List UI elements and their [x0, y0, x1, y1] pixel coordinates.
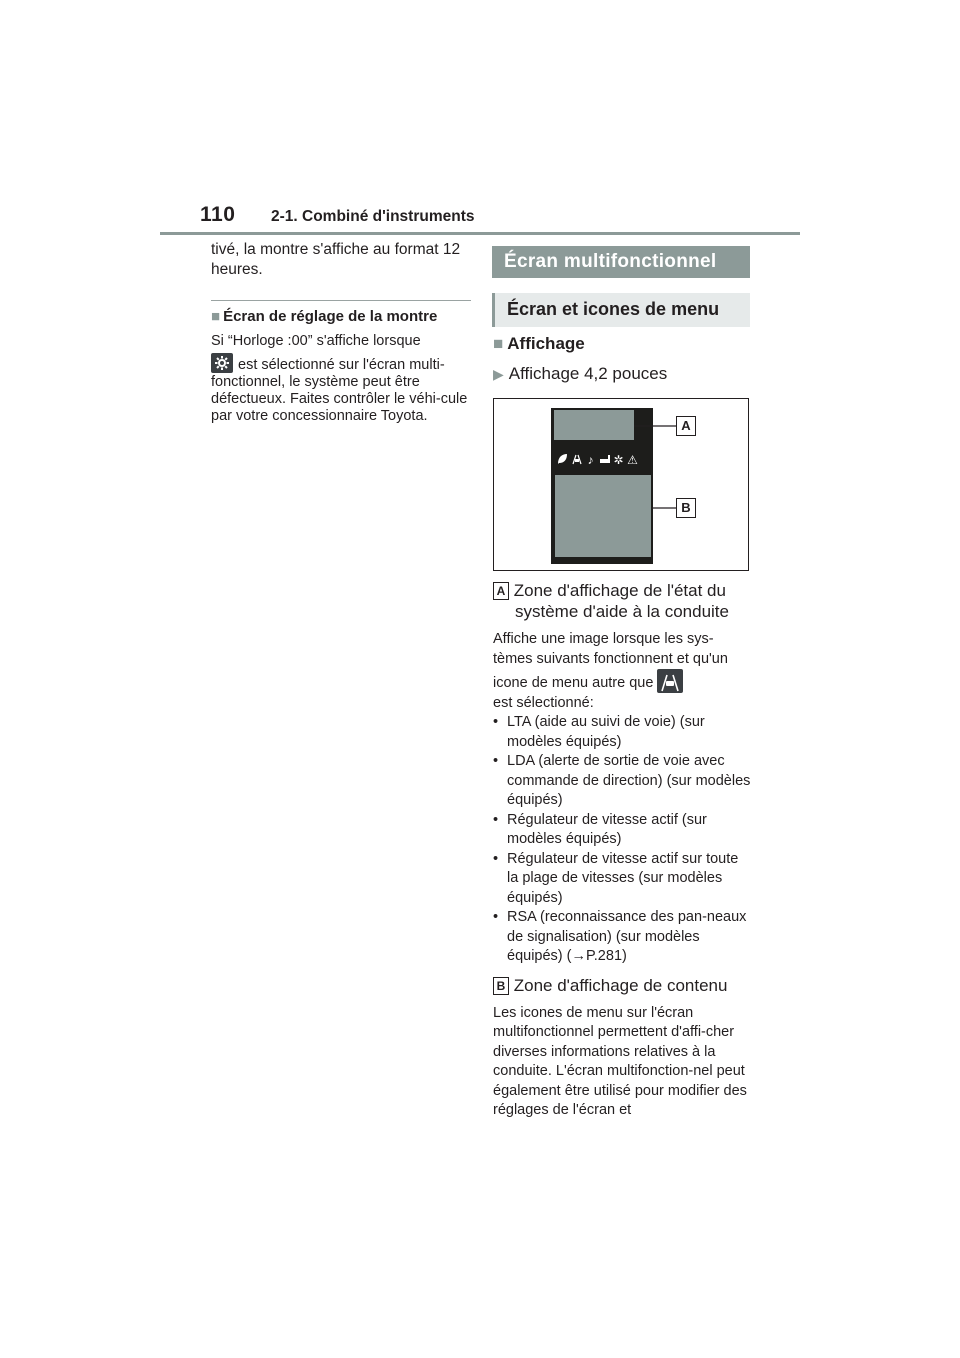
item-a-intro: Affiche une image lorsque les sys-tèmes suivants fonctionnent et qu'un icone de menu autre que: [493, 631, 728, 691]
clock-para-text: est sélectionné sur l'écran multi-fonctionnel, le système peut être défectueux. Faites contrôler le véhi-cule par votre concessionnaire Toyota.: [211, 357, 468, 424]
section-title: 2-1. Combiné d'instruments: [271, 208, 475, 225]
item-b-description: Les icones de menu sur l'écran multifonctionnel permettent d'affi-cher diverses informations relatives à la conduite. L'écran multifonction-nel peut également être utilisé pour modifier des réglages de l'écran et: [493, 1004, 747, 1118]
item-b-marker: B: [493, 977, 509, 995]
item-a-label: [493, 580, 753, 601]
list-item: • Régulateur de vitesse actif (sur modèles équipés): [493, 811, 753, 850]
item-a-marker: A: [493, 582, 509, 600]
item-b-label-text: Zone d'affichage de contenu: [513, 975, 728, 995]
subsection-banner: Écran et icones de menu: [492, 293, 750, 327]
display-size-text: Affichage 4,2 pouces: [508, 364, 668, 383]
continuation-text: tivé, la montre s'affiche au format 12 heures.: [211, 241, 461, 278]
item-a-intro-end: est sélectionné:: [493, 694, 594, 711]
settings-icon: ✲: [613, 453, 624, 467]
display-heading-text: Affichage: [507, 334, 585, 353]
callout-b-label: B: [676, 498, 696, 518]
page-number: 110: [200, 203, 236, 226]
square-bullet-icon: ■: [493, 334, 504, 353]
music-icon: ♪: [587, 453, 594, 467]
triangle-bullet-icon: ▶: [493, 366, 504, 382]
system-list: [493, 713, 753, 967]
item-a-block: [493, 580, 753, 1121]
item-a-description: [493, 630, 753, 713]
square-bullet-icon: ■: [211, 308, 221, 325]
list-item: • LDA (alerte de sortie de voie avec commande de direction) (sur modèles équipés): [493, 752, 753, 811]
item-b-label: [493, 975, 753, 996]
list-item: • Régulateur de vitesse actif sur toute la plage de vitesses (sur modèles équipés): [493, 850, 753, 909]
clock-setting-heading-text: Écran de réglage de la montre: [223, 308, 438, 325]
list-item: • RSA (reconnaissance des pan-neaux de signalisation) (sur modèles équipés) (→P.281): [493, 908, 753, 967]
item-a-label-line1: Zone d'affichage de l'état du: [513, 581, 726, 600]
section-banner: Écran multifonctionnel: [492, 246, 750, 278]
clock-para-line1: Si “Horloge :00” s'affiche lorsque: [211, 333, 421, 349]
item-a-label-line2: système d'aide à la conduite: [515, 602, 729, 621]
list-item: • LTA (aide au suivi de voie) (sur modèles équipés): [493, 713, 753, 752]
driving-assist-menu-icon: [657, 669, 683, 693]
callout-a-label: A: [676, 416, 696, 436]
warning-icon: ⚠: [627, 453, 638, 467]
